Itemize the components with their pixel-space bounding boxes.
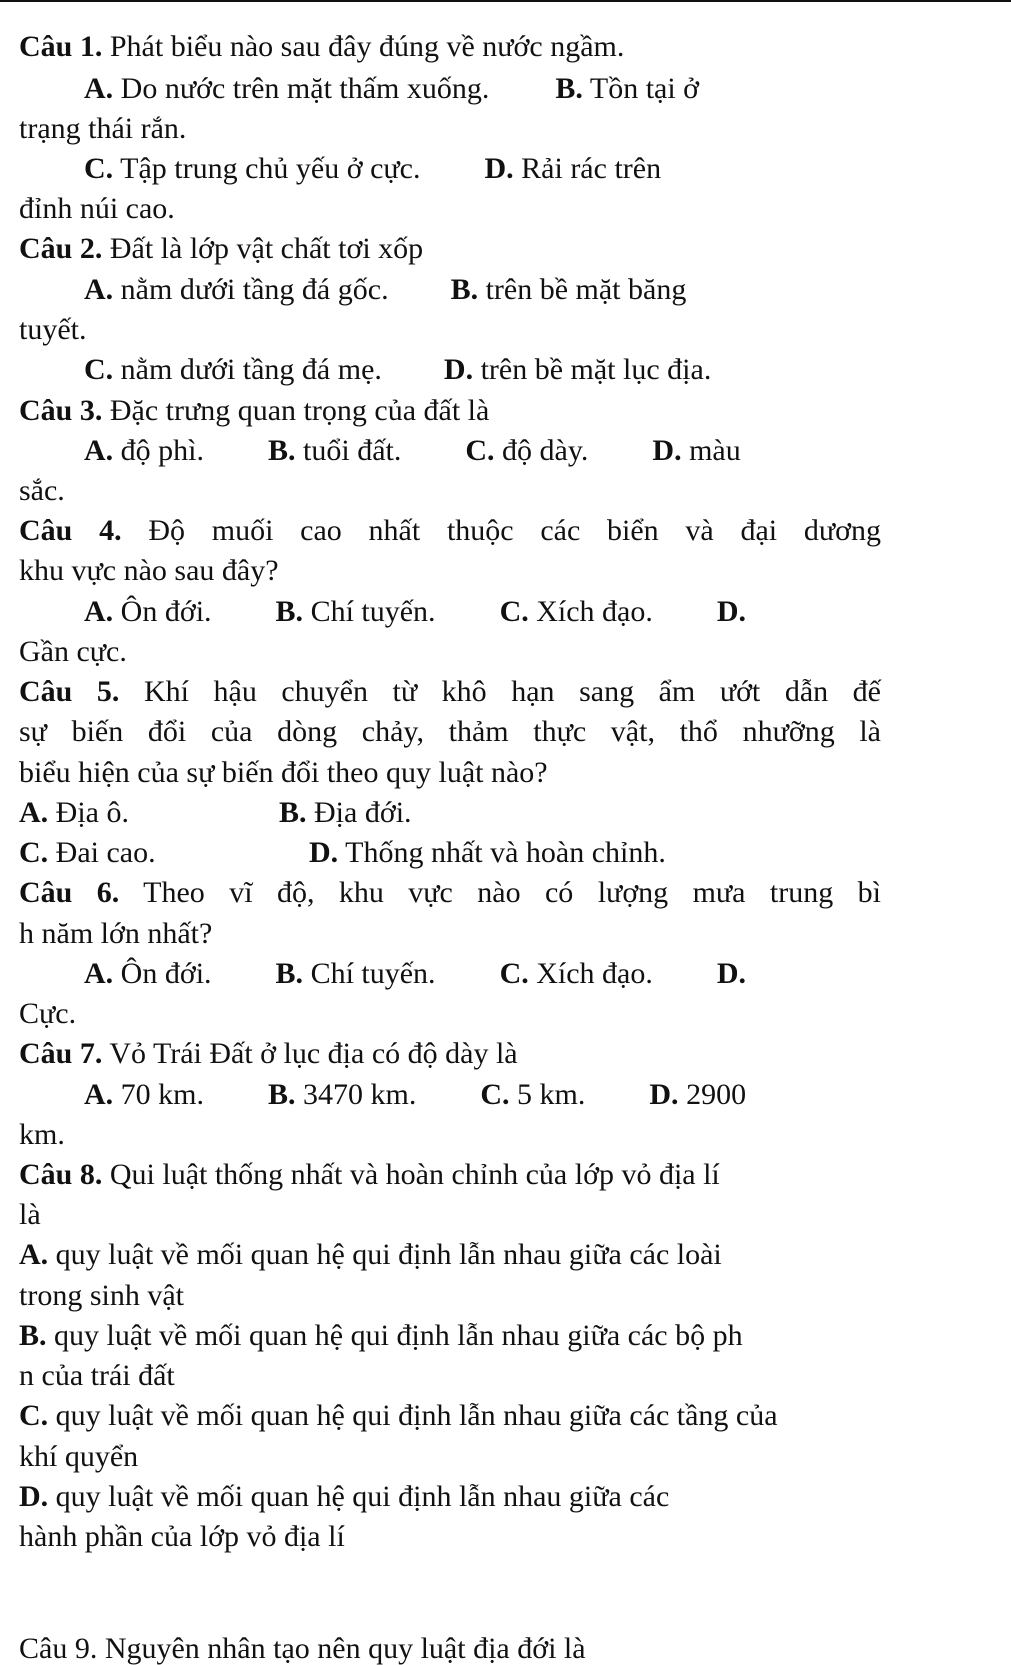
- item-text: Khí hậu chuyển từ khô hạn sang ẩm ướt dẫn đế: [119, 675, 881, 708]
- option-column: [279, 798, 412, 828]
- item-text: hành phần của lớp vỏ địa lí: [19, 1520, 345, 1553]
- item-text: 2900: [678, 1078, 747, 1111]
- item-text: trên bề mặt lục địa.: [473, 353, 712, 386]
- item-text: Theo vĩ độ, khu vực nào có lượng mưa trung bì: [119, 876, 881, 909]
- item-text: biểu hiện của sự biến đổi theo quy luật nào?: [19, 756, 548, 789]
- item-text: khí quyển: [19, 1440, 139, 1473]
- item-text: tuyết.: [19, 313, 87, 346]
- q5-stem-line1: [19, 677, 881, 707]
- item-label: B.: [19, 1319, 47, 1352]
- item-label: D.: [652, 434, 682, 467]
- q8-option-c-line2: [19, 1442, 138, 1472]
- item-label: B.: [555, 72, 583, 105]
- item-text: Ôn đới.: [113, 957, 212, 990]
- item-text: tuổi đất.: [295, 434, 402, 467]
- q1-option-b-cont: [19, 114, 186, 144]
- q8-option-d-line1: [19, 1482, 669, 1512]
- item-text: Gần cực.: [19, 635, 127, 668]
- q3-options: [84, 436, 741, 466]
- item-label: Câu 8.: [19, 1158, 103, 1191]
- item-label: D.: [716, 957, 747, 990]
- item-label: C.: [499, 595, 529, 628]
- q7-stem: [19, 1039, 518, 1069]
- item-text: nằm dưới tầng đá gốc.: [113, 273, 389, 306]
- item-text: Vỏ Trái Đất ở lục địa có độ dày là: [102, 1037, 518, 1070]
- item-text: h năm lớn nhất?: [19, 917, 213, 950]
- item-label: Câu 7.: [19, 1037, 103, 1070]
- item-text: sắc.: [19, 474, 65, 507]
- item-text: 5 km.: [509, 1078, 586, 1111]
- item-text: Cực.: [19, 997, 77, 1030]
- q8-option-b-line2: [19, 1361, 175, 1391]
- item-label: C.: [19, 836, 49, 869]
- item-label: Câu 1.: [19, 30, 103, 63]
- item-label: A.: [84, 957, 114, 990]
- item-label: C.: [499, 957, 529, 990]
- item-label: B.: [279, 796, 307, 829]
- item-label: D.: [484, 152, 514, 185]
- item-label: A.: [84, 595, 114, 628]
- item-text: Đai cao.: [48, 836, 156, 869]
- item-label: Câu 4.: [19, 514, 122, 547]
- item-text: là: [19, 1198, 41, 1231]
- item-text: 3470 km.: [295, 1078, 417, 1111]
- item-label: A.: [84, 72, 114, 105]
- item-label: B.: [450, 273, 479, 306]
- item-text: độ dày.: [494, 434, 589, 467]
- item-text: quy luật về mối quan hệ qui định lẫn nhau giữa các loài: [48, 1238, 722, 1271]
- item-text: Chí tuyến.: [303, 957, 436, 990]
- item-text: quy luật về mối quan hệ qui định lẫn nhau giữa các tầng của: [48, 1399, 778, 1432]
- item-text: Độ muối cao nhất thuộc các biển và đại dương: [121, 514, 882, 547]
- q6-option-d-cont: [19, 999, 76, 1029]
- q8-option-d-line2: [19, 1522, 345, 1552]
- item-label: D.: [443, 353, 474, 386]
- item-label: D.: [716, 595, 747, 628]
- q6-options: [84, 959, 746, 989]
- q8-stem-line1: [19, 1160, 720, 1190]
- q2-option-b-cont: [19, 315, 87, 345]
- item-label: D.: [309, 836, 339, 869]
- item-text: nằm dưới tầng đá mẹ.: [113, 353, 382, 386]
- q6-stem-line1: [19, 878, 881, 908]
- item-text: Đặc trưng quan trọng của đất là: [102, 394, 490, 427]
- q6-stem-line2: [19, 919, 212, 949]
- item-label: Câu 6.: [19, 876, 120, 909]
- option-column: [309, 838, 666, 868]
- item-text: trong sinh vật: [19, 1279, 184, 1312]
- q1-option-d-cont: [19, 194, 175, 224]
- item-label: D.: [19, 1480, 49, 1513]
- q8-option-a-line2: [19, 1281, 184, 1311]
- q5-stem-line2: [19, 717, 881, 747]
- q8-option-c-line1: [19, 1401, 778, 1431]
- item-text: 70 km.: [113, 1078, 205, 1111]
- item-text: Tồn tại ở: [582, 72, 700, 105]
- item-label: Câu 2.: [19, 232, 103, 265]
- q4-stem-line1: [19, 516, 881, 546]
- item-text: Ôn đới.: [113, 595, 212, 628]
- q8-stem-line2: [19, 1200, 41, 1230]
- item-label: A.: [84, 1078, 114, 1111]
- q8-option-b-line1: [19, 1321, 743, 1351]
- item-text: trên bề mặt băng: [478, 273, 687, 306]
- q5-stem-line3: [19, 758, 548, 788]
- q2-options-ab: [84, 275, 686, 305]
- q2-stem: [19, 234, 423, 264]
- q7-option-d-cont: [19, 1120, 65, 1150]
- top-rule: [0, 0, 1011, 2]
- item-label: C.: [465, 434, 495, 467]
- q1-options-cd: [84, 154, 661, 184]
- item-label: C.: [84, 152, 114, 185]
- item-label: B.: [275, 595, 304, 628]
- q1-stem: [19, 32, 624, 62]
- item-text: Đất là lớp vật chất tơi xốp: [102, 232, 424, 265]
- q2-options-cd: [84, 355, 711, 385]
- q4-options: [84, 597, 746, 627]
- q3-stem: [19, 396, 489, 426]
- item-text: Địa ô.: [48, 796, 129, 829]
- q5-options-cd: [19, 836, 666, 869]
- q5-options-ab: [19, 796, 412, 829]
- item-text: n của trái đất: [19, 1359, 175, 1392]
- item-text: Tập trung chủ yếu ở cực.: [113, 152, 421, 185]
- cutoff-question: Câu 9. Nguyên nhân tạo nên quy luật địa đới là: [19, 1632, 586, 1665]
- item-text: trạng thái rắn.: [19, 112, 187, 145]
- q8-option-a-line1: [19, 1240, 722, 1270]
- item-label: B.: [275, 957, 304, 990]
- item-label: Câu 3.: [19, 394, 103, 427]
- item-text: Xích đạo.: [528, 957, 653, 990]
- item-text: Xích đạo.: [528, 595, 653, 628]
- item-text: quy luật về mối quan hệ qui định lẫn nhau giữa các: [48, 1480, 670, 1513]
- item-text: Phát biểu nào sau đây đúng về nước ngầm.: [102, 30, 625, 63]
- item-text: Thống nhất và hoàn chỉnh.: [338, 836, 666, 869]
- item-label: B.: [268, 1078, 296, 1111]
- item-label: C.: [19, 1399, 49, 1432]
- q4-stem-line2: [19, 556, 279, 586]
- q1-options-ab: [84, 74, 699, 104]
- item-text: quy luật về mối quan hệ qui định lẫn nhau giữa các bộ ph: [46, 1319, 743, 1352]
- item-text: Địa đới.: [306, 796, 412, 829]
- item-label: D.: [649, 1078, 679, 1111]
- item-label: C.: [480, 1078, 510, 1111]
- item-text: độ phì.: [113, 434, 205, 467]
- item-text: đỉnh núi cao.: [19, 192, 175, 225]
- q7-options: [84, 1080, 746, 1110]
- item-text: Do nước trên mặt thấm xuống.: [113, 72, 490, 105]
- item-label: A.: [19, 796, 49, 829]
- item-label: B.: [268, 434, 296, 467]
- q3-option-d-cont: [19, 476, 65, 506]
- item-text: màu: [681, 434, 741, 467]
- item-label: A.: [84, 273, 114, 306]
- item-text: km.: [19, 1118, 65, 1151]
- item-label: A.: [19, 1238, 49, 1271]
- item-label: Câu 5.: [19, 675, 120, 708]
- item-text: Rải rác trên: [513, 152, 662, 185]
- item-text: Chí tuyến.: [303, 595, 436, 628]
- item-text: khu vực nào sau đây?: [19, 554, 279, 587]
- item-text: sự biến đổi của dòng chảy, thảm thực vật, thổ nhưỡng là: [19, 715, 881, 748]
- item-label: A.: [84, 434, 114, 467]
- item-label: C.: [84, 353, 114, 386]
- q4-option-d-cont: [19, 637, 127, 667]
- item-text: Qui luật thống nhất và hoàn chỉnh của lớp vỏ địa lí: [102, 1158, 720, 1191]
